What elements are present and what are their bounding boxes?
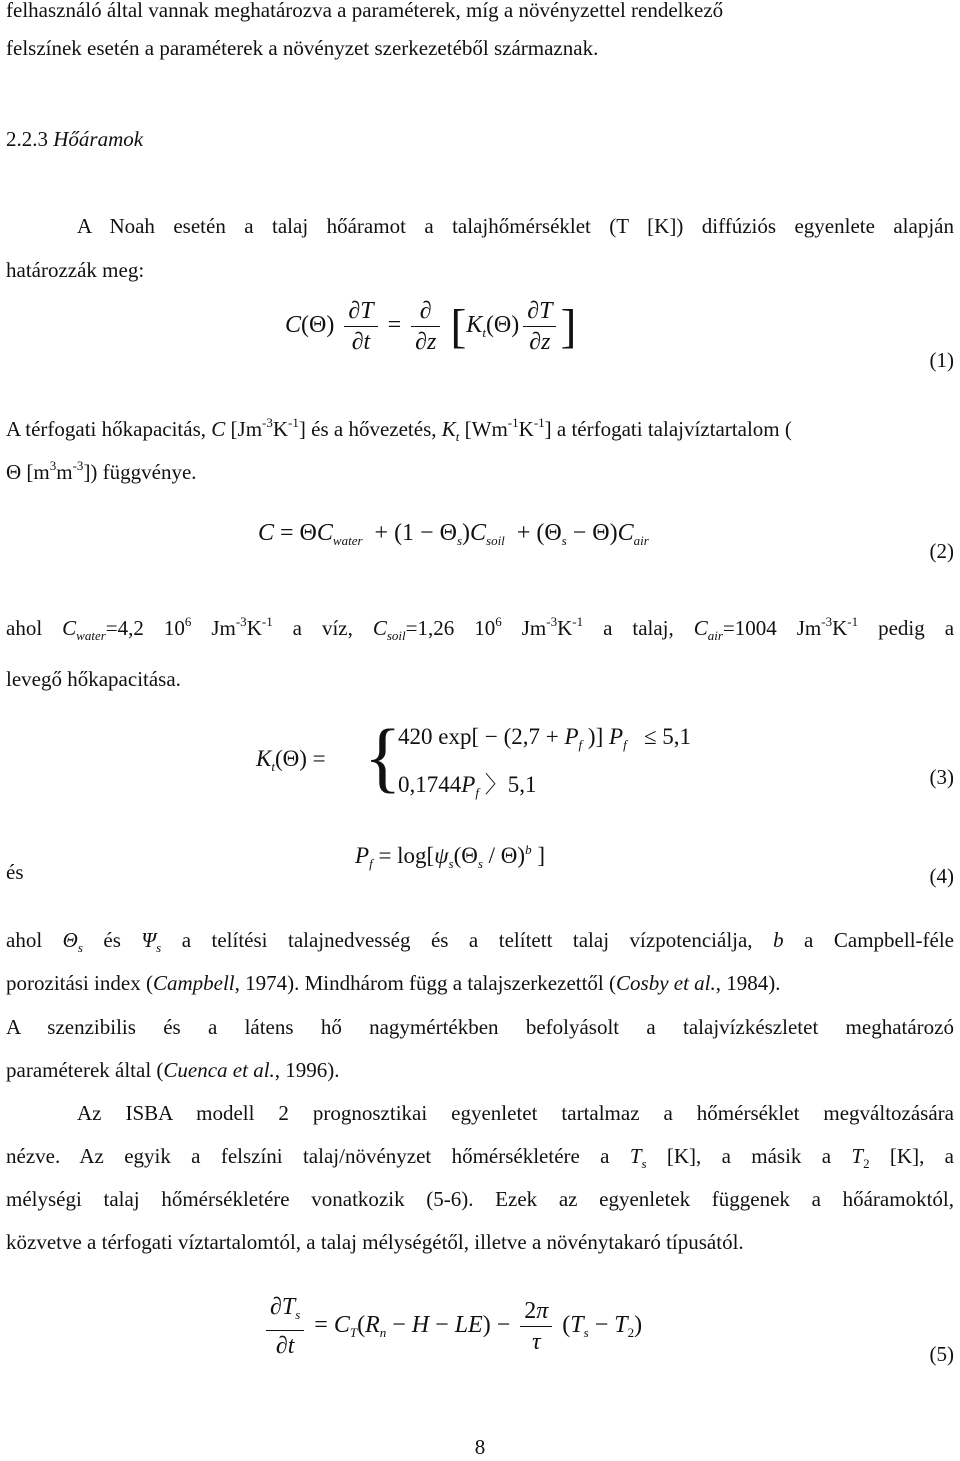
equation-2: $C = \Theta C_{water} + (1 - \Theta_s)C_{soil} + (\Theta_s - \Theta)C_{air}$ <box>258 520 649 548</box>
text-line: levegő hőkapacitása. <box>6 667 181 691</box>
text-line: nézve. Az egyik a felszíni talaj/növényzet hőmérsékletére a $T_s$ [K], a másik a $T_2$ [K], a <box>6 1144 954 1171</box>
text-line: határozzák meg: <box>6 258 145 282</box>
text-line: A szenzibilis és a látens hő nagymértékben befolyásolt a talajvízkészletet meghatározó <box>6 1015 954 1039</box>
equation-number: (4) <box>929 864 954 888</box>
text-line: felszínek esetén a paraméterek a növényzet szerkezetéből származnak. <box>6 36 599 60</box>
text-line: A térfogati hőkapacitás, C $[Jm^{-3}K^{-1}]$ és a hővezetés, $K_t$ $[Wm^{-1}K^{-1}]$ a térfogati talajvíztartalom ( <box>6 415 792 444</box>
text-line: mélységi talaj hőmérsékletére vonatkozik (5-6). Ezek az egyenletek függenek a hőáramoktól, <box>6 1187 954 1211</box>
text-line: A Noah esetén a talaj hőáramot a talajhőmérséklet (T [K]) diffúziós egyenlete alapján <box>77 214 954 238</box>
text-line: Θ $[m^3m^{-3}]$) függvénye. <box>6 458 197 484</box>
text-line: Az ISBA modell 2 prognosztikai egyenletet tartalmaz a hőmérséklet megváltozására <box>77 1101 954 1125</box>
section-title: Hőáramok <box>53 127 144 151</box>
text-line: felhasználó által vannak meghatározva a paraméterek, míg a növényzettel rendelkező <box>6 0 724 22</box>
section-heading <box>6 125 143 153</box>
text-line: porozitási index (Campbell, 1974). Mindhárom függ a talajszerkezettől (Cosby et al., 1984). <box>6 971 781 995</box>
es-label: és <box>6 860 24 884</box>
text-line: közvetve a térfogati víztartalomtól, a talaj mélységétől, illetve a növénytakaró típusától. <box>6 1230 744 1254</box>
equation-number: (2) <box>929 539 954 563</box>
equation-number: (1) <box>929 348 954 372</box>
page-number: 8 <box>474 1435 486 1459</box>
equation-5: $\frac{\partial T_s}{\partial t}$ = $C_T(R_n - H - LE)$ − $\frac{2\pi}{\tau}$ $(T_s - T_2)$ <box>262 1292 642 1361</box>
equation-1: C(Θ) $\frac{\partial T}{\partial t}$ = $\frac{\partial}{\partial z}$ [$K_t(\Theta)$ $\frac{\partial T}{\partial z}$ ] <box>285 298 577 355</box>
section-number: 2.2.3 <box>6 127 48 151</box>
text-line: ahol $C_{water}=4,2$ $10^6$ $Jm^{-3}K^{-1}$ a víz, $C_{soil}=1,26$ $10^6$ $Jm^{-3}K^{-1}$ a talaj, $C_{air}=1004$ $Jm^{-3}K^{-1}$ pedig a <box>6 614 955 643</box>
equation-4: $P_f = \log[\psi_s(\Theta_s / \Theta)^b$ ] <box>355 842 546 871</box>
text-line: paraméterek által (Cuenca et al., 1996). <box>6 1058 340 1082</box>
equation-number: (3) <box>929 765 954 789</box>
text-line: ahol $\Theta_s$ és $\Psi_s$ a telítési talajnedvesség és a telített talaj vízpotenciálja, b a Campbell-féle <box>6 928 954 955</box>
equation-number: (5) <box>929 1342 954 1366</box>
